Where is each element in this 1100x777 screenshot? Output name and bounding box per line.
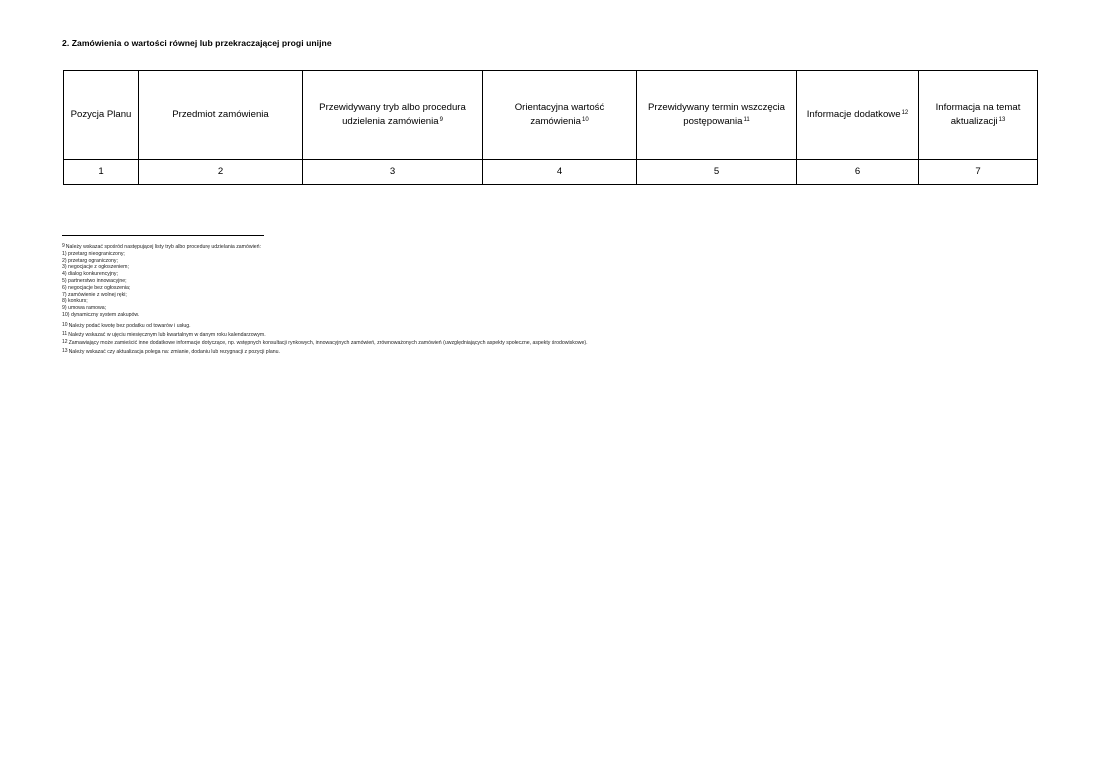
column-number-cell: 5 <box>637 160 797 185</box>
list-item: 9) umowa ramowa; <box>62 305 107 312</box>
column-number-cell: 6 <box>797 160 919 185</box>
column-number-cell: 1 <box>64 160 139 185</box>
footnote-ref: 9 <box>439 117 443 123</box>
list-item: 5) partnerstwo innowacyjne; <box>62 277 127 284</box>
list-item: 1) przetarg nieograniczony; <box>62 250 125 257</box>
procurement-plan-table <box>63 70 1038 185</box>
footnote-12: $^{12}$Zamawiający może zamieścić inne dodatkowe informacje dotyczące, np. wstępnych konsultacji rynkowych, innowacyjnych zamówień, zrównoważonych zamówień (uwzględniających aspekty społeczne, aspekty środowiskowe). <box>62 339 588 347</box>
footnote-11: $^{11}$Należy wskazać w ujęciu miesięcznym lub kwartalnym w danym roku kalendarzowym. <box>62 330 266 338</box>
header-cell-subject: Przedmiot zamówienia <box>139 71 303 160</box>
table-row <box>64 160 1038 185</box>
section-title: 2. Zamówienia o wartości równej lub przekraczającej progi unijne <box>62 38 332 48</box>
list-item: 4) dialog konkurencyjny; <box>62 271 118 278</box>
header-cell-additional-info: Informacje dodatkowe$^{12}$ <box>797 71 919 160</box>
footnotes <box>62 244 1062 356</box>
list-item: 3) negocjacje z ogłoszeniem; <box>62 264 129 271</box>
list-item: 7) zamówienie z wolnej ręki; <box>62 291 127 298</box>
footnote-9: $^9$Należy wskazać spośród następującej listy tryb albo procedurę udzielania zamówień: <box>62 243 261 250</box>
footnote-ref: 10 <box>581 117 589 123</box>
header-cell-procedure: Przewidywany tryb albo procedura udzielenia zamówienia$^9$ <box>303 71 483 160</box>
column-number-cell: 4 <box>483 160 637 185</box>
table-header-row <box>64 71 1038 160</box>
list-item: 8) konkurs; <box>62 298 88 305</box>
column-number-cell: 2 <box>139 160 303 185</box>
list-item: 6) negocjacje bez ogłoszenia; <box>62 284 131 291</box>
list-item: 2) przetarg ograniczony; <box>62 257 118 264</box>
list-item: 10) dynamiczny system zakupów. <box>62 311 140 318</box>
column-number-cell: 3 <box>303 160 483 185</box>
column-number-cell: 7 <box>919 160 1038 185</box>
footnote-10: $^{10}$Należy podać kwotę bez podatku od towarów i usług. <box>62 321 191 329</box>
header-cell-update-info: Informacja na temat aktualizacji$^{13}$ <box>919 71 1038 160</box>
header-cell-position: Pozycja Planu <box>64 71 139 160</box>
footnote-ref: 11 <box>743 117 750 123</box>
footnote-13: $^{13}$Należy wskazać czy aktualizacja polega na: zmianie, dodaniu lub rezygnacji z pozycji planu. <box>62 348 280 356</box>
footnote-ref: 13 <box>998 117 1006 123</box>
footnote-separator <box>62 235 264 236</box>
header-cell-value: Orientacyjna wartość zamówienia$^{10}$ <box>483 71 637 160</box>
footnote-ref: 12 <box>901 110 909 116</box>
header-cell-start-date: Przewidywany termin wszczęcia postępowania$^{11}$ <box>637 71 797 160</box>
